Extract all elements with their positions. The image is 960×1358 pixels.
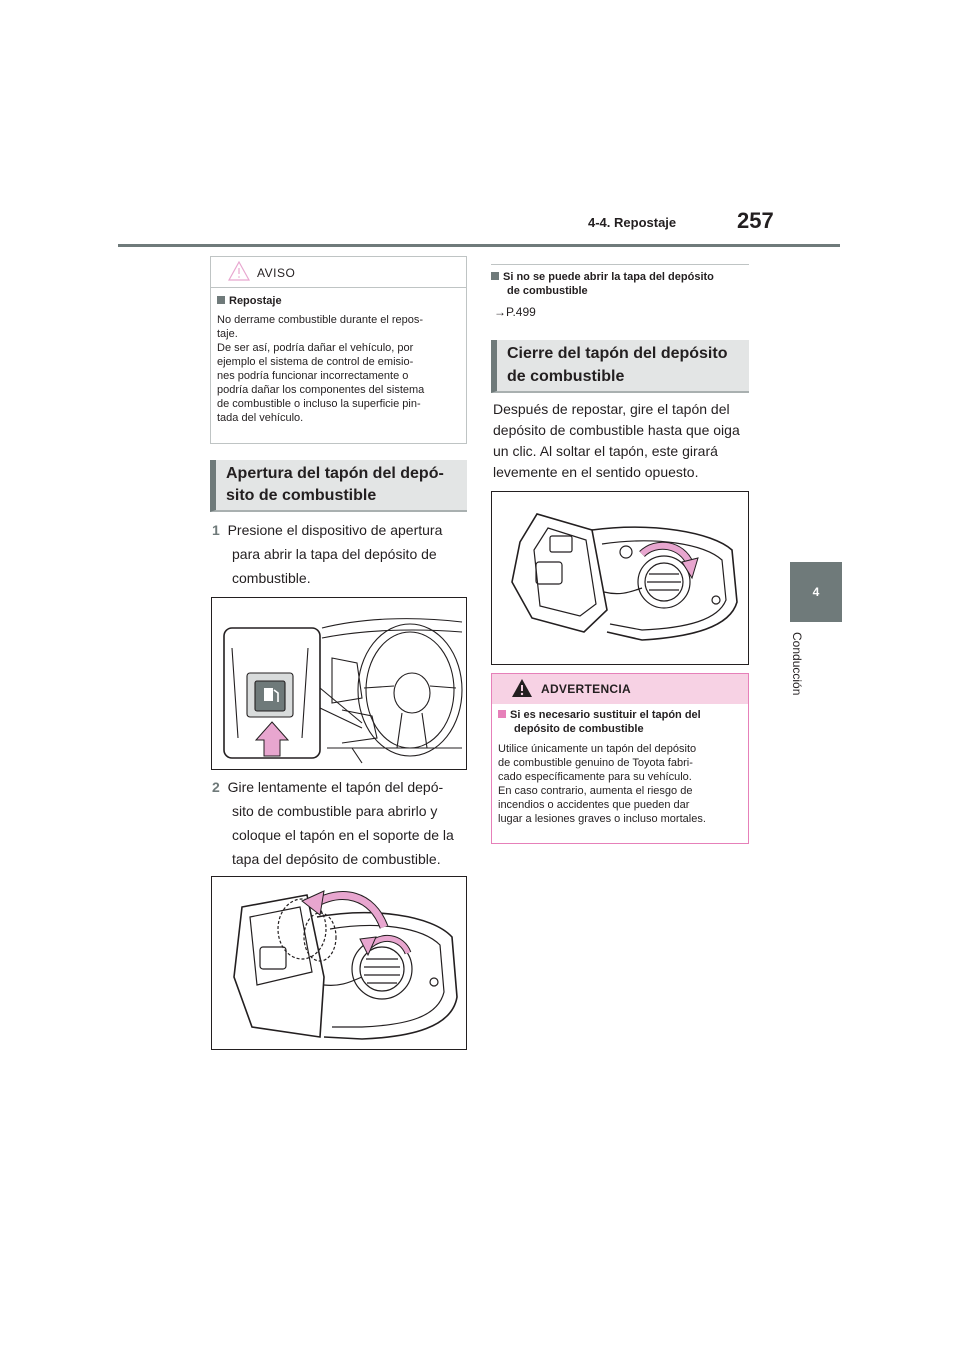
warning-header xyxy=(492,674,748,704)
right-top-rule xyxy=(491,264,749,265)
warning-body: Utilice únicamente un tapón del depósito de combustible genuino de Toyota fabri- cado específicamente para su vehículo. En caso contrario, aumenta el riesgo de incendios o accidentes que pueden dar lugar a lesiones graves o incluso mortales. xyxy=(498,743,706,825)
fuel-opener-illustration xyxy=(212,598,466,769)
step-2: 2 Gire lentamente el tapón del depó- sito de combustible para abrirlo y coloque el tapón en el soporte de la tapa del depósito de combustible. xyxy=(212,779,454,867)
chapter-number: 4 xyxy=(812,585,820,599)
cap-closing-illustration xyxy=(492,492,748,664)
figure-fuel-opener xyxy=(211,597,467,770)
caution-body: No derrame combustible durante el repos- taje. De ser así, podría dañar el vehículo, por ejemplo el sistema de control de emisio- nes podría funcionar incorrectamente o podría dañar los componentes del sistema de combustible o incluso la superficie pin- tada del vehículo. xyxy=(217,314,425,424)
warning-triangle-icon xyxy=(511,678,533,698)
warning-subtitle: Si es necesario sustituir el tapón del depósito de combustible xyxy=(498,708,746,736)
step-1: 1 Presione el dispositivo de apertura para abrir la tapa del depósito de combustible. xyxy=(212,522,443,586)
close-instructions: Después de repostar, gire el tapón del depósito de combustible hasta que oiga un clic. Al soltar el tapón, este girará levemente en el sentido opuesto. xyxy=(493,401,740,480)
header-divider xyxy=(118,244,840,247)
square-bullet-icon xyxy=(498,710,506,718)
caution-subtitle: Repostaje xyxy=(217,295,282,307)
square-bullet-icon xyxy=(491,272,499,280)
subheading-cannot-open: Si no se puede abrir la tapa del depósito de combustible xyxy=(491,270,753,298)
caution-title: AVISO xyxy=(257,266,296,280)
figure-cap-removal xyxy=(211,876,467,1050)
section-title: 4-4. Repostaje xyxy=(588,215,677,230)
chapter-label: Conducción xyxy=(790,632,804,696)
page-reference-link[interactable]: →P.499 xyxy=(494,305,536,319)
chapter-tab[interactable] xyxy=(790,562,842,622)
cap-removal-illustration xyxy=(212,877,466,1049)
warning-box xyxy=(491,673,749,844)
warning-triangle-icon xyxy=(228,261,250,281)
caution-header xyxy=(211,257,466,288)
section-header-open: Apertura del tapón del depó- sito de combustible xyxy=(210,460,467,512)
page-number: 257 xyxy=(737,208,774,233)
square-bullet-icon xyxy=(217,296,225,304)
figure-cap-closing xyxy=(491,491,749,665)
warning-title: ADVERTENCIA xyxy=(541,682,631,696)
caution-box xyxy=(210,256,467,444)
section-header-close: Cierre del tapón del depósito de combustible xyxy=(491,340,749,393)
